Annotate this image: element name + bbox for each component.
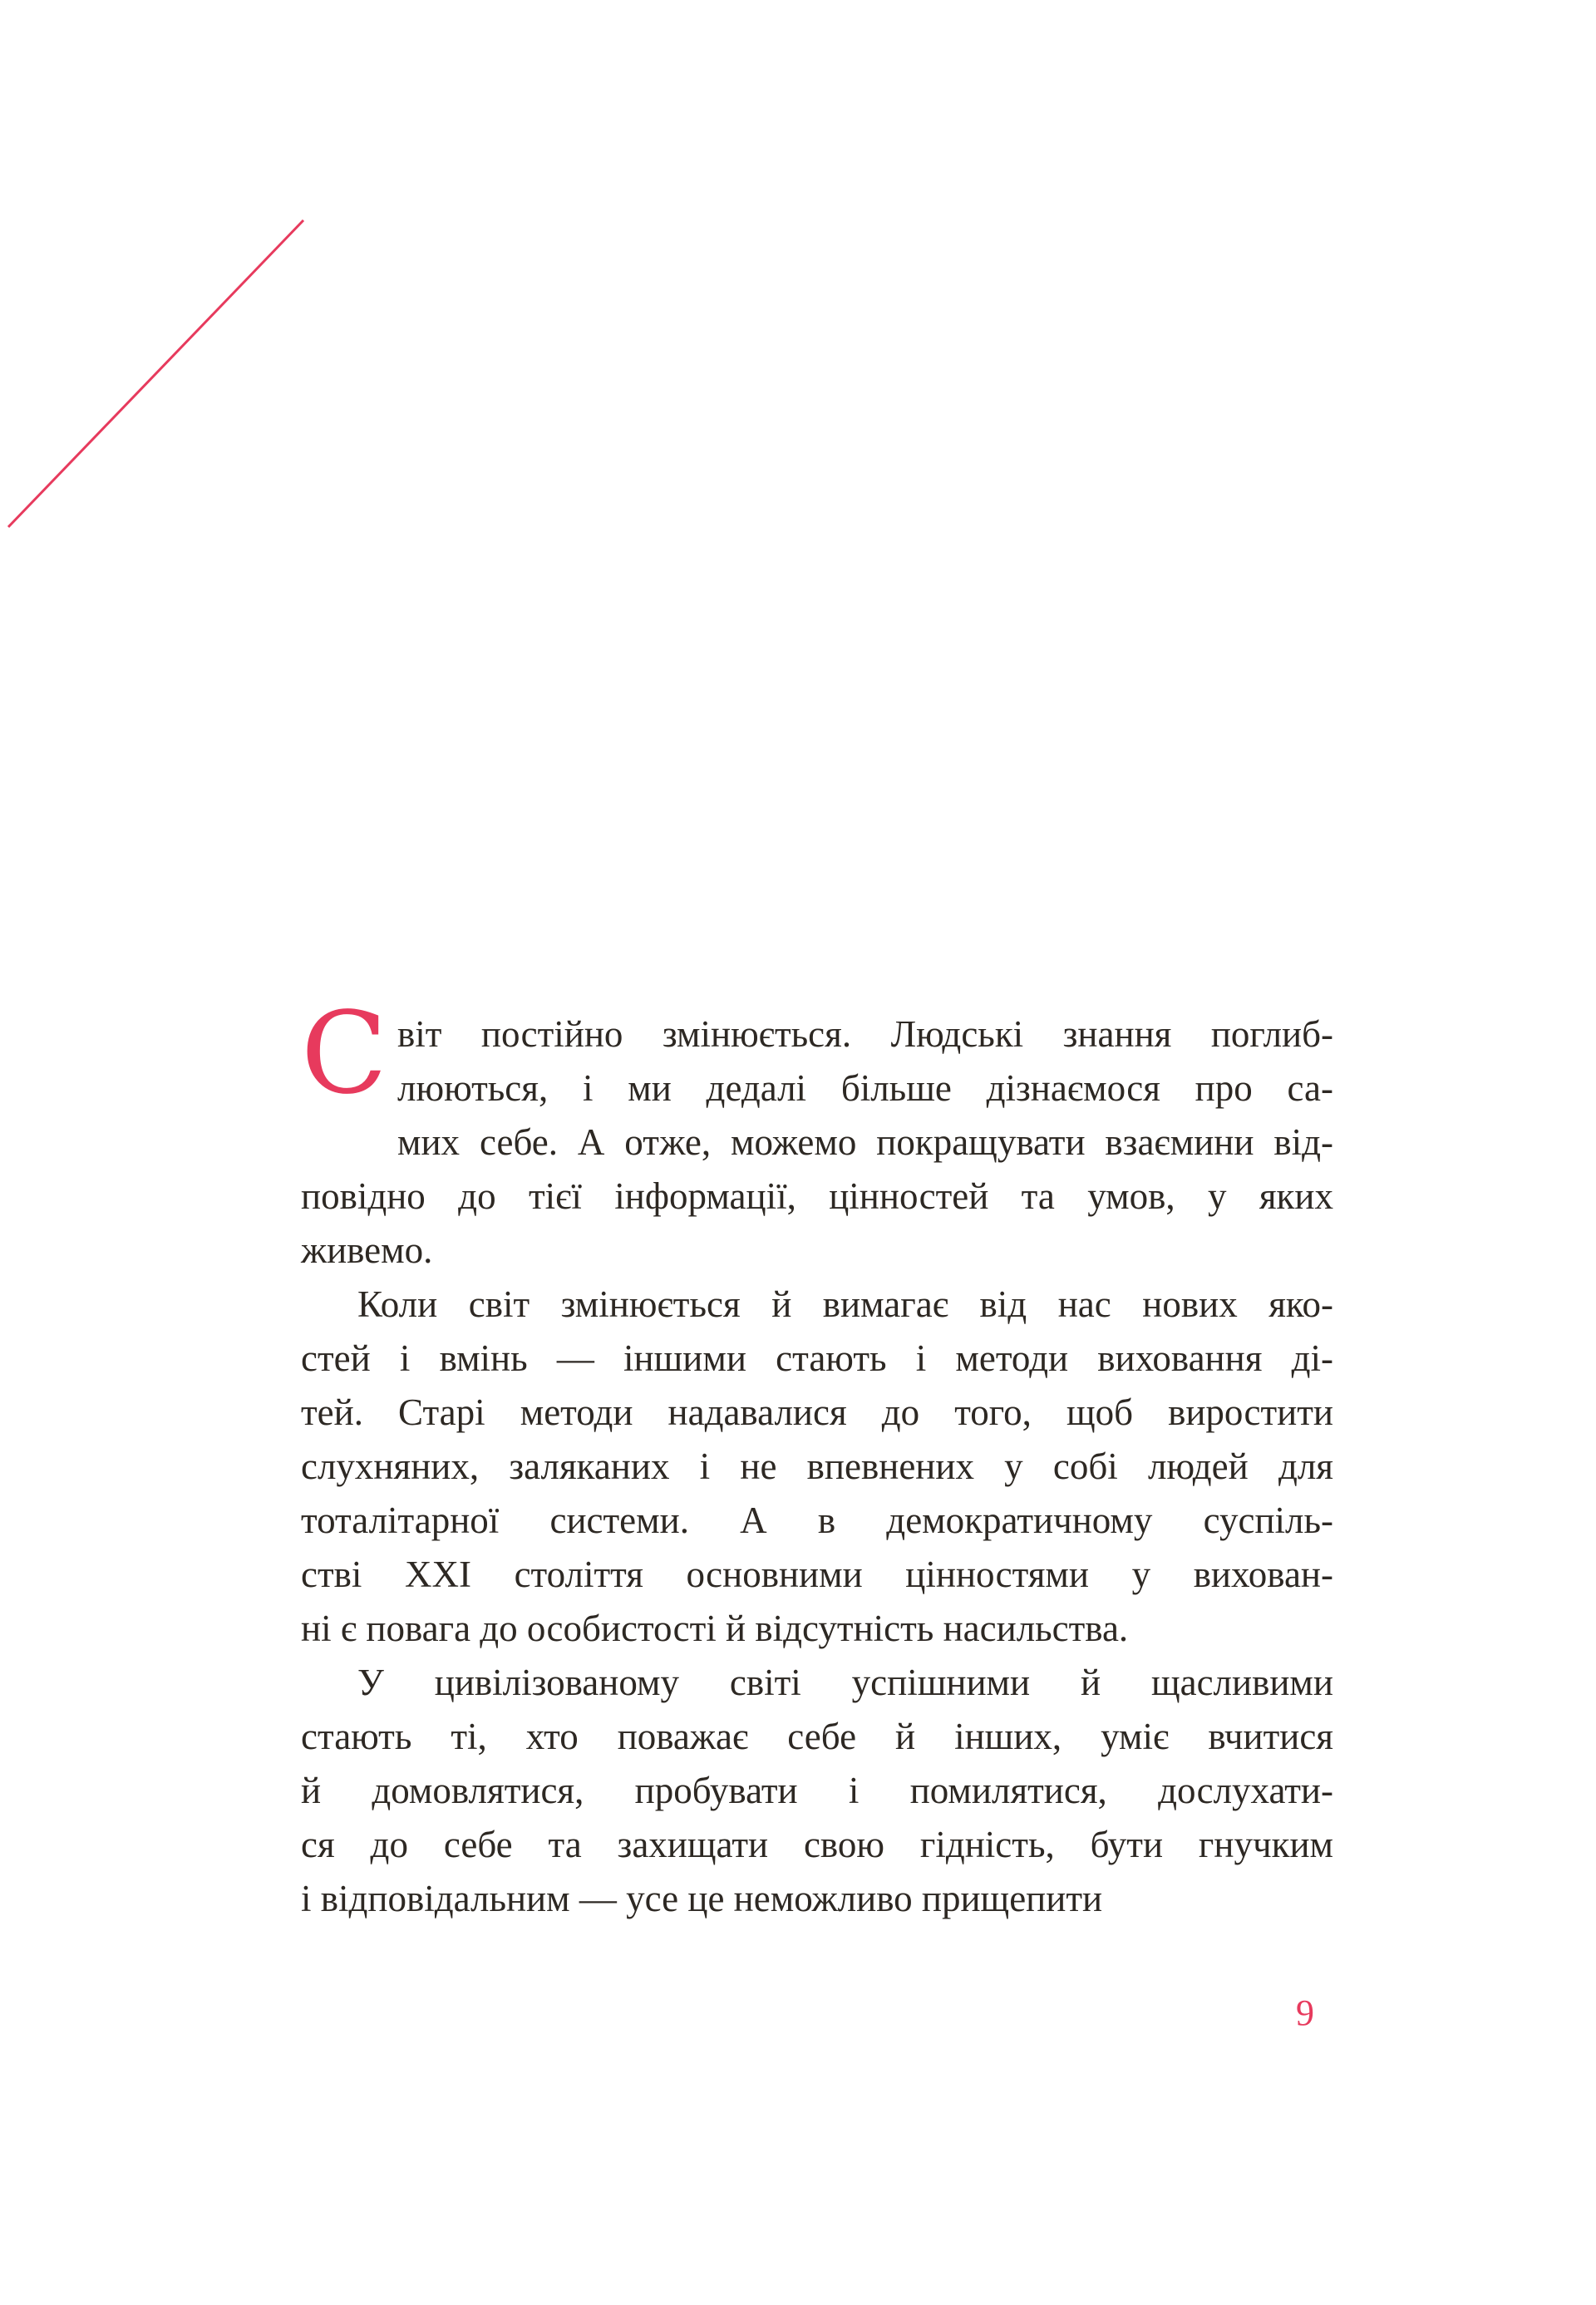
text-line: стей і вмінь — іншими стають і методи виховання ді- <box>301 1337 1333 1379</box>
text-line: повідно до тієї інформації, цінностей та умов, у яких <box>301 1175 1333 1217</box>
text-line: тоталітарної системи. А в демократичному суспіль- <box>301 1500 1333 1541</box>
drop-cap: С <box>301 988 388 1120</box>
text-line: мих себе. А отже, можемо покращувати взаємини від- <box>397 1121 1333 1163</box>
text-line: і відповідальним — усе це неможливо прищепити <box>301 1878 1103 1919</box>
page-number: 9 <box>1296 1992 1314 2033</box>
diagonal-accent-line <box>0 0 349 598</box>
text-line: люються, і ми дедалі більше дізнаємося про са- <box>397 1067 1333 1109</box>
text-line: ся до себе та захищати свою гідність, бути гнучким <box>301 1824 1333 1865</box>
text-line: живемо. <box>301 1229 433 1271</box>
text-line: й домовлятися, пробувати і помилятися, дослухати- <box>301 1770 1333 1811</box>
text-line: стають ті, хто поважає себе й інших, уміє вчитися <box>301 1716 1333 1757</box>
text-line: тей. Старі методи надавалися до того, щоб виростити <box>301 1391 1333 1433</box>
text-line: У цивілізованому світі успішними й щасливими <box>357 1662 1333 1703</box>
text-line: слухняних, заляканих і не впевнених у собі людей для <box>301 1446 1333 1487</box>
paragraph <box>301 1278 1333 1656</box>
text-line: ні є повага до особистості й відсутність насильства. <box>301 1608 1129 1649</box>
text-line: стві XXI століття основними цінностями у вихован- <box>301 1554 1333 1595</box>
text-line: віт постійно змінюється. Людські знання поглиб- <box>397 1013 1333 1055</box>
text-block <box>301 988 1333 1926</box>
paragraph <box>301 1656 1333 1926</box>
text-line: Коли світ змінюється й вимагає від нас нових яко- <box>357 1283 1333 1325</box>
paragraph <box>301 988 1333 1278</box>
